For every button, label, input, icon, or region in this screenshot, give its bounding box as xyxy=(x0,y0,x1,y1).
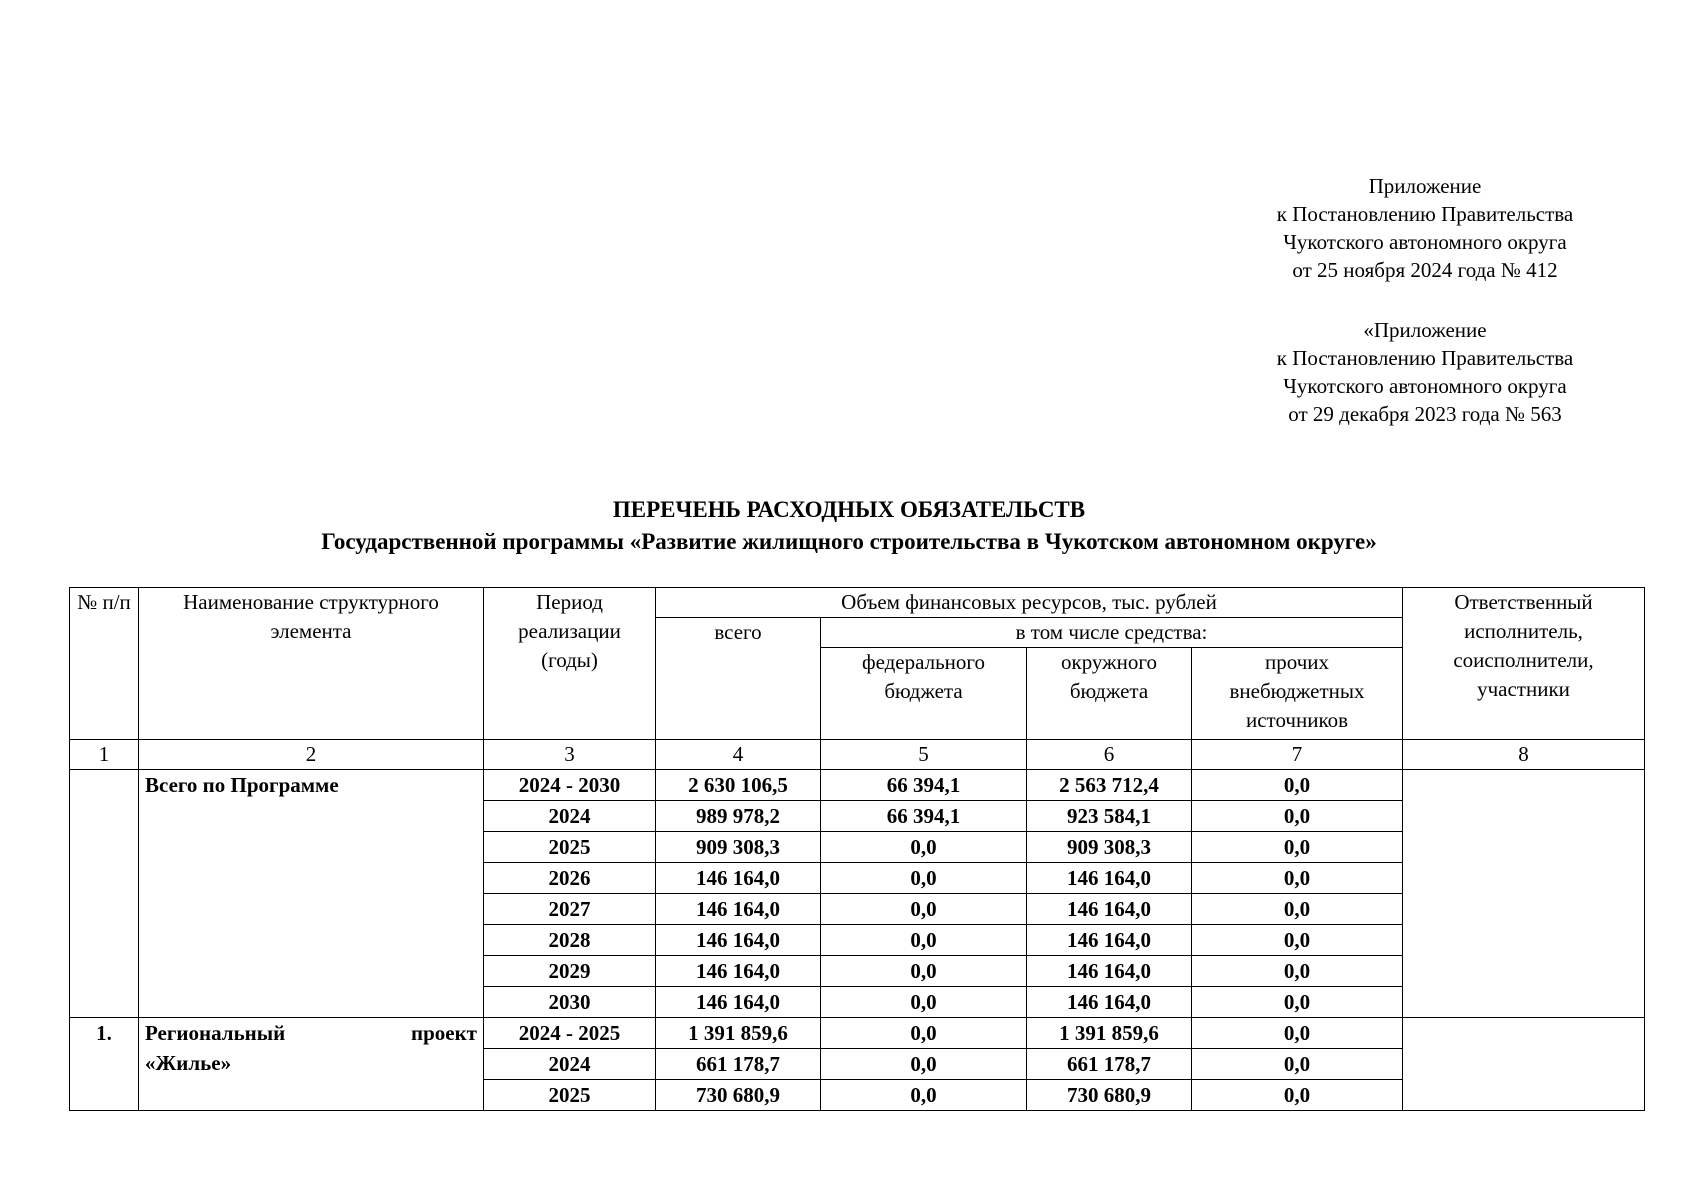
header-federal: федерального бюджета xyxy=(821,648,1027,740)
cell-federal: 0,0 xyxy=(821,956,1027,987)
header-total: всего xyxy=(656,618,821,740)
cell-district: 923 584,1 xyxy=(1027,801,1192,832)
cell-other: 0,0 xyxy=(1192,1080,1403,1111)
column-number: 5 xyxy=(821,740,1027,770)
header-including: в том числе средства: xyxy=(821,618,1403,648)
appendix-label: «Приложение xyxy=(1363,318,1487,342)
cell-federal: 66 394,1 xyxy=(821,801,1027,832)
cell-total: 661 178,7 xyxy=(656,1049,821,1080)
cell-other: 0,0 xyxy=(1192,863,1403,894)
column-number: 1 xyxy=(70,740,139,770)
cell-federal: 0,0 xyxy=(821,863,1027,894)
column-number: 4 xyxy=(656,740,821,770)
cell-federal: 0,0 xyxy=(821,987,1027,1018)
cell-federal: 0,0 xyxy=(821,1049,1027,1080)
table-body xyxy=(70,770,1645,1111)
cell-period: 2026 xyxy=(484,863,656,894)
cell-federal: 0,0 xyxy=(821,832,1027,863)
cell-other: 0,0 xyxy=(1192,894,1403,925)
table-row xyxy=(70,770,1645,801)
table-header xyxy=(70,588,1645,770)
row-number xyxy=(70,770,139,1018)
appendix-date-line: от 25 ноября 2024 года № 412 xyxy=(1292,258,1558,282)
cell-district: 909 308,3 xyxy=(1027,832,1192,863)
cell-total: 2 630 106,5 xyxy=(656,770,821,801)
cell-district: 661 178,7 xyxy=(1027,1049,1192,1080)
column-number: 2 xyxy=(139,740,484,770)
cell-total: 146 164,0 xyxy=(656,987,821,1018)
cell-total: 730 680,9 xyxy=(656,1080,821,1111)
cell-district: 146 164,0 xyxy=(1027,863,1192,894)
document-subtitle: Государственной программы «Развитие жилищного строительства в Чукотском автономном округе» xyxy=(321,529,1377,554)
cell-total: 146 164,0 xyxy=(656,894,821,925)
cell-total: 989 978,2 xyxy=(656,801,821,832)
header-other: прочих внебюджетных источников xyxy=(1192,648,1403,740)
appendix-resolution-line: к Постановлению Правительства xyxy=(1276,346,1574,370)
cell-district: 730 680,9 xyxy=(1027,1080,1192,1111)
appendix-date-line: от 29 декабря 2023 года № 563 xyxy=(1288,402,1562,426)
appendix-region-line: Чукотского автономного округа xyxy=(1283,230,1567,254)
structural-element-name xyxy=(139,1018,484,1111)
cell-total: 146 164,0 xyxy=(656,925,821,956)
cell-total: 1 391 859,6 xyxy=(656,1018,821,1049)
appendix-label: Приложение xyxy=(1368,174,1482,198)
cell-federal: 66 394,1 xyxy=(821,770,1027,801)
cell-period: 2029 xyxy=(484,956,656,987)
cell-period: 2030 xyxy=(484,987,656,1018)
structural-element-name: Всего по Программе xyxy=(139,770,484,1018)
cell-federal: 0,0 xyxy=(821,1080,1027,1111)
cell-other: 0,0 xyxy=(1192,925,1403,956)
cell-district: 146 164,0 xyxy=(1027,894,1192,925)
cell-period: 2025 xyxy=(484,832,656,863)
cell-federal: 0,0 xyxy=(821,894,1027,925)
cell-other: 0,0 xyxy=(1192,1049,1403,1080)
cell-period: 2028 xyxy=(484,925,656,956)
cell-other: 0,0 xyxy=(1192,1018,1403,1049)
cell-district: 146 164,0 xyxy=(1027,925,1192,956)
expenditure-obligations-table xyxy=(69,587,1645,1111)
column-number: 7 xyxy=(1192,740,1403,770)
appendix-resolution-line: к Постановлению Правительства xyxy=(1276,202,1574,226)
header-name: Наименование структурного элемента xyxy=(139,588,484,740)
element-name-line: «Жилье» xyxy=(145,1051,232,1075)
header-district: окружного бюджета xyxy=(1027,648,1192,740)
appendix-region-line: Чукотского автономного округа xyxy=(1283,374,1567,398)
column-number: 6 xyxy=(1027,740,1192,770)
header-num: № п/п xyxy=(70,588,139,740)
responsible-executor xyxy=(1403,770,1645,1018)
cell-district: 146 164,0 xyxy=(1027,956,1192,987)
cell-period: 2025 xyxy=(484,1080,656,1111)
cell-other: 0,0 xyxy=(1192,956,1403,987)
appendix-original-resolution xyxy=(1220,316,1630,428)
column-number: 3 xyxy=(484,740,656,770)
cell-other: 0,0 xyxy=(1192,987,1403,1018)
element-name-word: Региональный xyxy=(145,1021,286,1045)
header-period: Период реализации (годы) xyxy=(484,588,656,740)
cell-total: 146 164,0 xyxy=(656,863,821,894)
cell-period: 2024 - 2030 xyxy=(484,770,656,801)
cell-other: 0,0 xyxy=(1192,832,1403,863)
cell-other: 0,0 xyxy=(1192,770,1403,801)
cell-total: 146 164,0 xyxy=(656,956,821,987)
row-number: 1. xyxy=(70,1018,139,1111)
table-row xyxy=(70,1018,1645,1049)
header-responsible: Ответственный исполнитель, соисполнители, участники xyxy=(1403,588,1645,740)
cell-period: 2024 xyxy=(484,801,656,832)
cell-district: 146 164,0 xyxy=(1027,987,1192,1018)
cell-district: 1 391 859,6 xyxy=(1027,1018,1192,1049)
document-title: ПЕРЕЧЕНЬ РАСХОДНЫХ ОБЯЗАТЕЛЬСТВ xyxy=(612,497,1086,522)
cell-period: 2024 - 2025 xyxy=(484,1018,656,1049)
cell-other: 0,0 xyxy=(1192,801,1403,832)
appendix-current-resolution xyxy=(1220,172,1630,284)
cell-federal: 0,0 xyxy=(821,925,1027,956)
column-number: 8 xyxy=(1403,740,1645,770)
cell-period: 2027 xyxy=(484,894,656,925)
cell-period: 2024 xyxy=(484,1049,656,1080)
cell-district: 2 563 712,4 xyxy=(1027,770,1192,801)
column-numbers-row xyxy=(70,740,1645,770)
element-name-word: проект xyxy=(410,1021,477,1045)
responsible-executor xyxy=(1403,1018,1645,1111)
header-volume: Объем финансовых ресурсов, тыс. рублей xyxy=(656,588,1403,618)
cell-total: 909 308,3 xyxy=(656,832,821,863)
cell-federal: 0,0 xyxy=(821,1018,1027,1049)
